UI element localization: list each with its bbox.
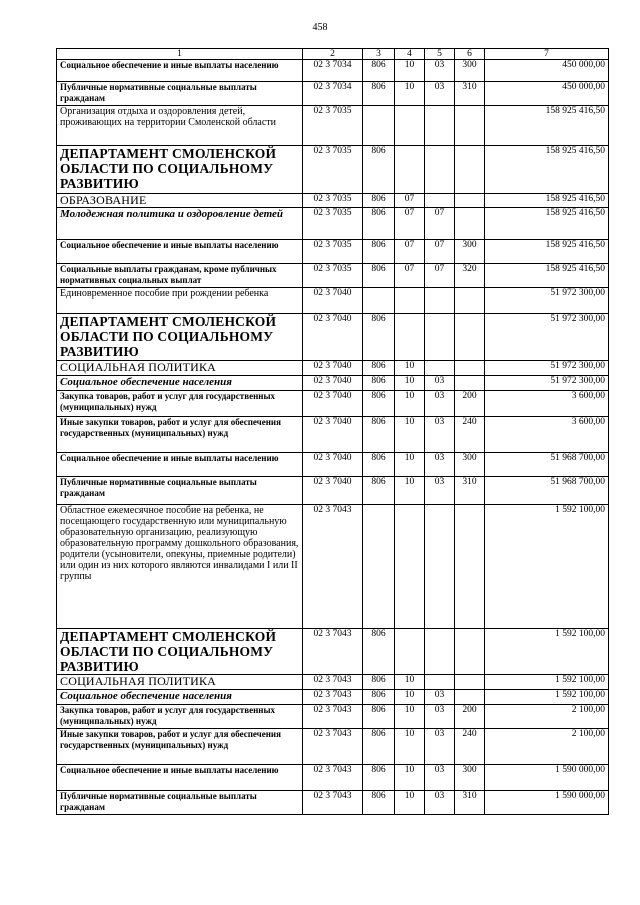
amount-cell: 450 000,00 [485, 82, 609, 106]
amount-cell: 158 925 416,50 [485, 208, 609, 240]
amount-cell: 1 590 000,00 [485, 765, 609, 791]
target-code-cell: 02 3 7040 [303, 376, 363, 391]
target-code-cell: 02 3 7035 [303, 106, 363, 146]
table-row [57, 791, 609, 815]
subsection-code-cell: 03 [425, 791, 455, 815]
section-code-cell [395, 629, 425, 675]
table-row [57, 146, 609, 194]
item-name-cell: Единовременное пособие при рождении ребенка [57, 288, 303, 314]
expense-type-code-cell: 200 [455, 705, 485, 729]
target-code-cell: 02 3 7043 [303, 791, 363, 815]
subsection-code-cell: 03 [425, 690, 455, 705]
expense-type-code-cell: 300 [455, 60, 485, 82]
expense-type-code-cell: 240 [455, 729, 485, 765]
target-code-cell: 02 3 7034 [303, 82, 363, 106]
item-name-cell: Публичные нормативные социальные выплаты гражданам [57, 477, 303, 505]
header-cell: 6 [455, 49, 485, 60]
section-code-cell: 10 [395, 675, 425, 690]
table-row [57, 376, 609, 391]
target-code-cell: 02 3 7043 [303, 675, 363, 690]
section-code-cell: 07 [395, 240, 425, 264]
ministry-code-cell: 806 [363, 361, 395, 376]
subsection-code-cell: 03 [425, 417, 455, 453]
amount-cell: 1 592 100,00 [485, 505, 609, 629]
target-code-cell: 02 3 7040 [303, 453, 363, 477]
amount-cell: 3 600,00 [485, 391, 609, 417]
expense-type-code-cell: 300 [455, 240, 485, 264]
item-name-cell: Молодежная политика и оздоровление детей [57, 208, 303, 240]
target-code-cell: 02 3 7040 [303, 417, 363, 453]
section-code-cell: 10 [395, 477, 425, 505]
table-row [57, 477, 609, 505]
table-header-row [57, 49, 609, 60]
header-cell: 2 [303, 49, 363, 60]
item-name-cell: Областное ежемесячное пособие на ребенка, не посещающего государственную или муниципальную образовательную организацию, реализующую образовательную программу дошкольного образования, родители (усыновители, опекуны, приемные родители) или один из них которого являются инвалидами I или II группы [57, 505, 303, 629]
ministry-code-cell: 806 [363, 146, 395, 194]
table-row [57, 288, 609, 314]
subsection-code-cell [425, 629, 455, 675]
table-row [57, 765, 609, 791]
header-cell: 7 [485, 49, 609, 60]
table-row [57, 675, 609, 690]
amount-cell: 1 592 100,00 [485, 675, 609, 690]
section-code-cell: 10 [395, 453, 425, 477]
section-code-cell [395, 505, 425, 629]
subsection-code-cell: 03 [425, 765, 455, 791]
ministry-code-cell: 806 [363, 240, 395, 264]
ministry-code-cell: 806 [363, 60, 395, 82]
ministry-code-cell: 806 [363, 477, 395, 505]
table-row [57, 729, 609, 765]
subsection-code-cell: 03 [425, 82, 455, 106]
ministry-code-cell: 806 [363, 82, 395, 106]
subsection-code-cell: 03 [425, 477, 455, 505]
item-name-cell: ДЕПАРТАМЕНТ СМОЛЕНСКОЙ ОБЛАСТИ ПО СОЦИАЛЬНОМУ РАЗВИТИЮ [57, 146, 303, 194]
target-code-cell: 02 3 7043 [303, 505, 363, 629]
target-code-cell: 02 3 7035 [303, 146, 363, 194]
table-row [57, 208, 609, 240]
item-name-cell: ДЕПАРТАМЕНТ СМОЛЕНСКОЙ ОБЛАСТИ ПО СОЦИАЛЬНОМУ РАЗВИТИЮ [57, 629, 303, 675]
table-row [57, 106, 609, 146]
ministry-code-cell: 806 [363, 629, 395, 675]
ministry-code-cell: 806 [363, 729, 395, 765]
table-row [57, 705, 609, 729]
header-cell: 5 [425, 49, 455, 60]
budget-table [56, 48, 609, 815]
header-cell: 4 [395, 49, 425, 60]
ministry-code-cell [363, 106, 395, 146]
ministry-code-cell: 806 [363, 765, 395, 791]
section-code-cell: 10 [395, 361, 425, 376]
section-code-cell: 10 [395, 705, 425, 729]
subsection-code-cell: 03 [425, 705, 455, 729]
expense-type-code-cell: 300 [455, 453, 485, 477]
target-code-cell: 02 3 7043 [303, 690, 363, 705]
subsection-code-cell [425, 288, 455, 314]
table-row [57, 505, 609, 629]
table-row [57, 240, 609, 264]
item-name-cell: Публичные нормативные социальные выплаты гражданам [57, 791, 303, 815]
header-cell: 3 [363, 49, 395, 60]
table-row [57, 453, 609, 477]
amount-cell: 1 592 100,00 [485, 690, 609, 705]
subsection-code-cell: 03 [425, 376, 455, 391]
section-code-cell [395, 146, 425, 194]
subsection-code-cell [425, 106, 455, 146]
subsection-code-cell [425, 505, 455, 629]
item-name-cell: Иные закупки товаров, работ и услуг для обеспечения государственных (муниципальных) нужд [57, 417, 303, 453]
expense-type-code-cell: 200 [455, 391, 485, 417]
amount-cell: 51 972 300,00 [485, 376, 609, 391]
ministry-code-cell: 806 [363, 194, 395, 208]
ministry-code-cell [363, 288, 395, 314]
expense-type-code-cell: 310 [455, 82, 485, 106]
subsection-code-cell: 03 [425, 391, 455, 417]
section-code-cell: 10 [395, 376, 425, 391]
section-code-cell: 07 [395, 208, 425, 240]
item-name-cell: Социальное обеспечение и иные выплаты населению [57, 453, 303, 477]
section-code-cell: 10 [395, 729, 425, 765]
table-row [57, 194, 609, 208]
section-code-cell: 10 [395, 82, 425, 106]
item-name-cell: Социальное обеспечение и иные выплаты населению [57, 765, 303, 791]
ministry-code-cell: 806 [363, 208, 395, 240]
amount-cell: 158 925 416,50 [485, 194, 609, 208]
expense-type-code-cell [455, 675, 485, 690]
expense-type-code-cell: 300 [455, 765, 485, 791]
expense-type-code-cell [455, 288, 485, 314]
expense-type-code-cell [455, 194, 485, 208]
expense-type-code-cell: 320 [455, 264, 485, 288]
amount-cell: 450 000,00 [485, 60, 609, 82]
target-code-cell: 02 3 7035 [303, 194, 363, 208]
ministry-code-cell: 806 [363, 791, 395, 815]
target-code-cell: 02 3 7040 [303, 391, 363, 417]
section-code-cell: 07 [395, 264, 425, 288]
item-name-cell: ОБРАЗОВАНИЕ [57, 194, 303, 208]
section-code-cell [395, 106, 425, 146]
subsection-code-cell [425, 675, 455, 690]
ministry-code-cell: 806 [363, 705, 395, 729]
page-number: 458 [312, 22, 328, 33]
subsection-code-cell: 07 [425, 240, 455, 264]
target-code-cell: 02 3 7034 [303, 60, 363, 82]
ministry-code-cell: 806 [363, 376, 395, 391]
target-code-cell: 02 3 7040 [303, 288, 363, 314]
ministry-code-cell: 806 [363, 690, 395, 705]
section-code-cell: 10 [395, 690, 425, 705]
target-code-cell: 02 3 7035 [303, 240, 363, 264]
amount-cell: 158 925 416,50 [485, 146, 609, 194]
subsection-code-cell [425, 194, 455, 208]
table-row [57, 60, 609, 82]
item-name-cell: Социальное обеспечение населения [57, 690, 303, 705]
target-code-cell: 02 3 7043 [303, 729, 363, 765]
expense-type-code-cell [455, 361, 485, 376]
subsection-code-cell: 07 [425, 264, 455, 288]
expense-type-code-cell [455, 106, 485, 146]
amount-cell: 158 925 416,50 [485, 264, 609, 288]
section-code-cell: 10 [395, 417, 425, 453]
subsection-code-cell: 03 [425, 60, 455, 82]
section-code-cell: 10 [395, 391, 425, 417]
expense-type-code-cell [455, 376, 485, 391]
amount-cell: 51 972 300,00 [485, 314, 609, 361]
subsection-code-cell: 03 [425, 729, 455, 765]
table-row [57, 314, 609, 361]
ministry-code-cell: 806 [363, 314, 395, 361]
subsection-code-cell [425, 314, 455, 361]
amount-cell: 2 100,00 [485, 729, 609, 765]
item-name-cell: Закупка товаров, работ и услуг для государственных (муниципальных) нужд [57, 391, 303, 417]
target-code-cell: 02 3 7043 [303, 765, 363, 791]
subsection-code-cell [425, 361, 455, 376]
table-row [57, 391, 609, 417]
target-code-cell: 02 3 7043 [303, 629, 363, 675]
ministry-code-cell: 806 [363, 417, 395, 453]
expense-type-code-cell [455, 690, 485, 705]
expense-type-code-cell: 240 [455, 417, 485, 453]
item-name-cell: Социальное обеспечение населения [57, 376, 303, 391]
amount-cell: 51 972 300,00 [485, 288, 609, 314]
amount-cell: 1 590 000,00 [485, 791, 609, 815]
item-name-cell: Иные закупки товаров, работ и услуг для обеспечения государственных (муниципальных) нужд [57, 729, 303, 765]
subsection-code-cell: 03 [425, 453, 455, 477]
subsection-code-cell [425, 146, 455, 194]
item-name-cell: СОЦИАЛЬНАЯ ПОЛИТИКА [57, 361, 303, 376]
target-code-cell: 02 3 7043 [303, 705, 363, 729]
item-name-cell: Закупка товаров, работ и услуг для государственных (муниципальных) нужд [57, 705, 303, 729]
section-code-cell: 10 [395, 60, 425, 82]
item-name-cell: Публичные нормативные социальные выплаты гражданам [57, 82, 303, 106]
amount-cell: 2 100,00 [485, 705, 609, 729]
ministry-code-cell [363, 505, 395, 629]
section-code-cell [395, 314, 425, 361]
header-cell: 1 [57, 49, 303, 60]
ministry-code-cell: 806 [363, 675, 395, 690]
amount-cell: 158 925 416,50 [485, 240, 609, 264]
target-code-cell: 02 3 7040 [303, 314, 363, 361]
amount-cell: 51 968 700,00 [485, 453, 609, 477]
section-code-cell: 07 [395, 194, 425, 208]
section-code-cell [395, 288, 425, 314]
item-name-cell: ДЕПАРТАМЕНТ СМОЛЕНСКОЙ ОБЛАСТИ ПО СОЦИАЛЬНОМУ РАЗВИТИЮ [57, 314, 303, 361]
expense-type-code-cell [455, 146, 485, 194]
section-code-cell: 10 [395, 791, 425, 815]
ministry-code-cell: 806 [363, 264, 395, 288]
expense-type-code-cell [455, 629, 485, 675]
amount-cell: 51 972 300,00 [485, 361, 609, 376]
expense-type-code-cell [455, 314, 485, 361]
item-name-cell: Социальные выплаты гражданам, кроме публичных нормативных социальных выплат [57, 264, 303, 288]
section-code-cell: 10 [395, 765, 425, 791]
expense-type-code-cell: 310 [455, 477, 485, 505]
subsection-code-cell: 07 [425, 208, 455, 240]
target-code-cell: 02 3 7040 [303, 477, 363, 505]
item-name-cell: Социальное обеспечение и иные выплаты населению [57, 60, 303, 82]
table-row [57, 264, 609, 288]
item-name-cell: Социальное обеспечение и иные выплаты населению [57, 240, 303, 264]
table-row [57, 690, 609, 705]
table-row [57, 82, 609, 106]
ministry-code-cell: 806 [363, 391, 395, 417]
table-row [57, 417, 609, 453]
amount-cell: 1 592 100,00 [485, 629, 609, 675]
amount-cell: 51 968 700,00 [485, 477, 609, 505]
item-name-cell: Организация отдыха и оздоровления детей, проживающих на территории Смоленской области [57, 106, 303, 146]
table-row [57, 629, 609, 675]
table-row [57, 361, 609, 376]
expense-type-code-cell [455, 208, 485, 240]
expense-type-code-cell: 310 [455, 791, 485, 815]
target-code-cell: 02 3 7035 [303, 208, 363, 240]
target-code-cell: 02 3 7040 [303, 361, 363, 376]
ministry-code-cell: 806 [363, 453, 395, 477]
item-name-cell: СОЦИАЛЬНАЯ ПОЛИТИКА [57, 675, 303, 690]
target-code-cell: 02 3 7035 [303, 264, 363, 288]
amount-cell: 3 600,00 [485, 417, 609, 453]
amount-cell: 158 925 416,50 [485, 106, 609, 146]
expense-type-code-cell [455, 505, 485, 629]
